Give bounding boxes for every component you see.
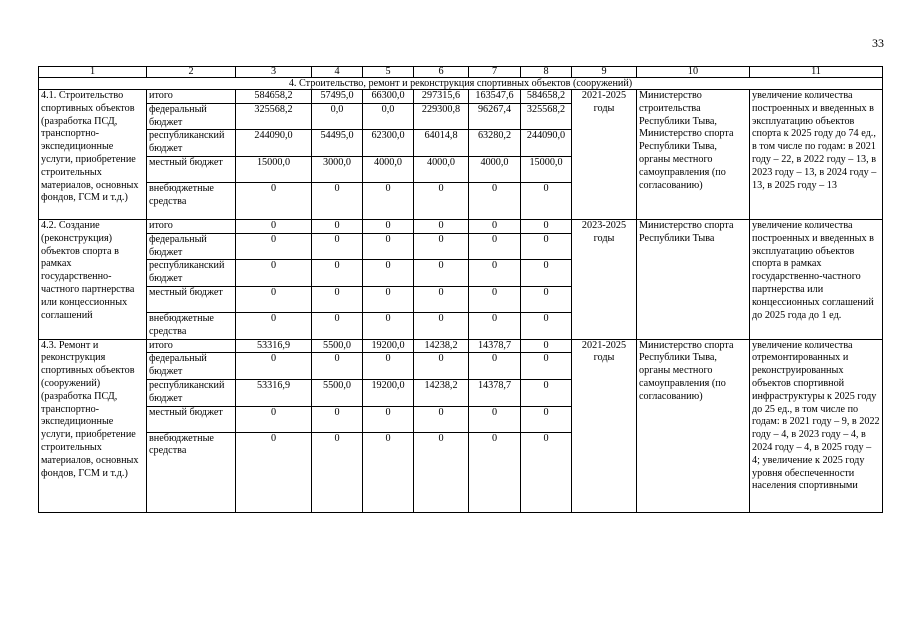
table-row <box>39 339 883 353</box>
amount-cell: 0 <box>414 312 469 339</box>
amount-cell: 0 <box>363 353 414 380</box>
amount-cell: 0 <box>236 233 312 260</box>
amount-cell: 0 <box>469 353 521 380</box>
amount-cell: 0 <box>236 312 312 339</box>
column-number: 1 <box>39 67 147 78</box>
amount-cell: 0 <box>236 406 312 432</box>
activity-name: 4.1. Строительство спортивных объектов (разработка ПСД, транспортно-экспедиционные услуги, приобретение строительных материалов, основных фондов, ГСМ и т.д.) <box>39 90 147 220</box>
amount-cell: 0 <box>469 260 521 287</box>
amount-cell: 0 <box>414 219 469 233</box>
amount-cell: 0 <box>469 312 521 339</box>
amount-cell: 14238,2 <box>414 379 469 406</box>
amount-cell: 584658,2 <box>521 90 572 104</box>
amount-cell: 96267,4 <box>469 103 521 130</box>
period: 2021-2025 годы <box>572 90 637 220</box>
column-number: 4 <box>312 67 363 78</box>
amount-cell: 63280,2 <box>469 130 521 157</box>
amount-cell: 0 <box>521 182 572 219</box>
amount-cell: 15000,0 <box>521 156 572 182</box>
funding-source: местный бюджет <box>147 406 236 432</box>
amount-cell: 53316,9 <box>236 339 312 353</box>
amount-cell: 4000,0 <box>414 156 469 182</box>
page-number: 33 <box>872 36 884 50</box>
amount-cell: 0 <box>312 260 363 287</box>
funding-source: республиканский бюджет <box>147 130 236 157</box>
amount-cell: 0 <box>363 260 414 287</box>
column-number: 2 <box>147 67 236 78</box>
amount-cell: 244090,0 <box>521 130 572 157</box>
amount-cell: 0 <box>312 233 363 260</box>
amount-cell: 325568,2 <box>521 103 572 130</box>
funding-source: внебюджетные средства <box>147 432 236 512</box>
amount-cell: 62300,0 <box>363 130 414 157</box>
amount-cell: 0,0 <box>312 103 363 130</box>
amount-cell: 3000,0 <box>312 156 363 182</box>
amount-cell: 0 <box>414 406 469 432</box>
column-number: 5 <box>363 67 414 78</box>
amount-cell: 0 <box>236 260 312 287</box>
amount-cell: 297315,6 <box>414 90 469 104</box>
executor: Министерство строительства Республики Тыва, Министерство спорта Республики Тыва, органы местного самоуправления (по согласованию) <box>637 90 750 220</box>
amount-cell: 325568,2 <box>236 103 312 130</box>
executor: Министерство спорта Республики Тыва <box>637 219 750 339</box>
expected-result: увеличение количества построенных и введенных в эксплуатацию объектов спорта в рамках государственно-частного партнерства или концессионных соглашений до 2025 года до 1 ед. <box>750 219 883 339</box>
funding-source: республиканский бюджет <box>147 260 236 287</box>
expected-result: увеличение количества построенных и введенных в эксплуатацию объектов спорта к 2025 году до 74 ед., в том числе по годам: в 2021 году – 22, в 2022 году – 13, в 2023 году – 13, в 2024 году – 13, в 2025 году – 13 <box>750 90 883 220</box>
amount-cell: 0 <box>469 406 521 432</box>
amount-cell: 0 <box>521 260 572 287</box>
funding-source: местный бюджет <box>147 286 236 312</box>
activity-name: 4.2. Создание (реконструкция) объектов спорта в рамках государственно-частного партнерства или концессионных соглашений <box>39 219 147 339</box>
funding-source: федеральный бюджет <box>147 103 236 130</box>
expected-result: увеличение количества отремонтированных и реконструированных объектов спортивной инфраструктуры к 2025 году до 25 ед., в том числе по годам: в 2021 году – 9, в 2022 году – 4, в 2023 году – 4, в 2024 году – 4, в 2025 году – 4; увеличение к 2025 году уровня обеспеченности населения спортивными <box>750 339 883 512</box>
amount-cell: 0 <box>414 432 469 512</box>
amount-cell: 0 <box>414 233 469 260</box>
amount-cell: 0 <box>312 286 363 312</box>
activity-name: 4.3. Ремонт и реконструкция спортивных объектов (сооружений) (разработка ПСД, транспортно-экспедиционные услуги, приобретение строительных материалов, основных фондов, ГСМ и т.д.) <box>39 339 147 512</box>
amount-cell: 0 <box>469 219 521 233</box>
amount-cell: 0 <box>236 182 312 219</box>
column-number: 9 <box>572 67 637 78</box>
period: 2021-2025 годы <box>572 339 637 512</box>
amount-cell: 0 <box>363 286 414 312</box>
section-title: 4. Строительство, ремонт и реконструкция спортивных объектов (сооружений) <box>39 78 883 90</box>
amount-cell: 0 <box>469 432 521 512</box>
amount-cell: 0 <box>414 182 469 219</box>
amount-cell: 0 <box>521 219 572 233</box>
amount-cell: 0 <box>363 432 414 512</box>
amount-cell: 14238,2 <box>414 339 469 353</box>
amount-cell: 0 <box>312 432 363 512</box>
column-number: 10 <box>637 67 750 78</box>
amount-cell: 0 <box>521 353 572 380</box>
amount-cell: 0 <box>469 182 521 219</box>
amount-cell: 0 <box>312 406 363 432</box>
amount-cell: 14378,7 <box>469 379 521 406</box>
amount-cell: 0 <box>521 312 572 339</box>
amount-cell: 0 <box>312 312 363 339</box>
funding-source: федеральный бюджет <box>147 353 236 380</box>
amount-cell: 0 <box>521 339 572 353</box>
funding-source: итого <box>147 339 236 353</box>
funding-source: внебюджетные средства <box>147 312 236 339</box>
column-number: 6 <box>414 67 469 78</box>
amount-cell: 5500,0 <box>312 379 363 406</box>
amount-cell: 0 <box>363 233 414 260</box>
amount-cell: 0,0 <box>363 103 414 130</box>
table-row <box>39 219 883 233</box>
amount-cell: 0 <box>236 353 312 380</box>
column-numbers-row <box>39 67 883 78</box>
section-row <box>39 78 883 90</box>
amount-cell: 0 <box>521 432 572 512</box>
column-number: 8 <box>521 67 572 78</box>
period: 2023-2025 годы <box>572 219 637 339</box>
funding-source: итого <box>147 90 236 104</box>
amount-cell: 0 <box>363 219 414 233</box>
column-number: 11 <box>750 67 883 78</box>
amount-cell: 14378,7 <box>469 339 521 353</box>
funding-source: местный бюджет <box>147 156 236 182</box>
amount-cell: 163547,6 <box>469 90 521 104</box>
amount-cell: 0 <box>363 182 414 219</box>
amount-cell: 0 <box>521 406 572 432</box>
amount-cell: 54495,0 <box>312 130 363 157</box>
amount-cell: 64014,8 <box>414 130 469 157</box>
amount-cell: 0 <box>363 312 414 339</box>
amount-cell: 66300,0 <box>363 90 414 104</box>
amount-cell: 19200,0 <box>363 339 414 353</box>
amount-cell: 0 <box>312 353 363 380</box>
funding-source: республиканский бюджет <box>147 379 236 406</box>
amount-cell: 229300,8 <box>414 103 469 130</box>
amount-cell: 0 <box>521 379 572 406</box>
amount-cell: 244090,0 <box>236 130 312 157</box>
amount-cell: 0 <box>312 182 363 219</box>
amount-cell: 4000,0 <box>469 156 521 182</box>
executor: Министерство спорта Республики Тыва, органы местного самоуправления (по согласованию) <box>637 339 750 512</box>
amount-cell: 0 <box>521 233 572 260</box>
amount-cell: 0 <box>363 406 414 432</box>
amount-cell: 4000,0 <box>363 156 414 182</box>
amount-cell: 15000,0 <box>236 156 312 182</box>
amount-cell: 0 <box>236 432 312 512</box>
amount-cell: 0 <box>414 260 469 287</box>
amount-cell: 53316,9 <box>236 379 312 406</box>
funding-source: внебюджетные средства <box>147 182 236 219</box>
amount-cell: 0 <box>521 286 572 312</box>
amount-cell: 19200,0 <box>363 379 414 406</box>
amount-cell: 5500,0 <box>312 339 363 353</box>
program-table <box>38 66 883 513</box>
amount-cell: 0 <box>469 286 521 312</box>
amount-cell: 0 <box>414 286 469 312</box>
amount-cell: 0 <box>312 219 363 233</box>
amount-cell: 0 <box>414 353 469 380</box>
column-number: 7 <box>469 67 521 78</box>
table-body <box>39 67 883 513</box>
table-row <box>39 90 883 104</box>
amount-cell: 0 <box>236 286 312 312</box>
funding-source: итого <box>147 219 236 233</box>
column-number: 3 <box>236 67 312 78</box>
amount-cell: 0 <box>469 233 521 260</box>
amount-cell: 0 <box>236 219 312 233</box>
amount-cell: 584658,2 <box>236 90 312 104</box>
funding-source: федеральный бюджет <box>147 233 236 260</box>
amount-cell: 57495,0 <box>312 90 363 104</box>
